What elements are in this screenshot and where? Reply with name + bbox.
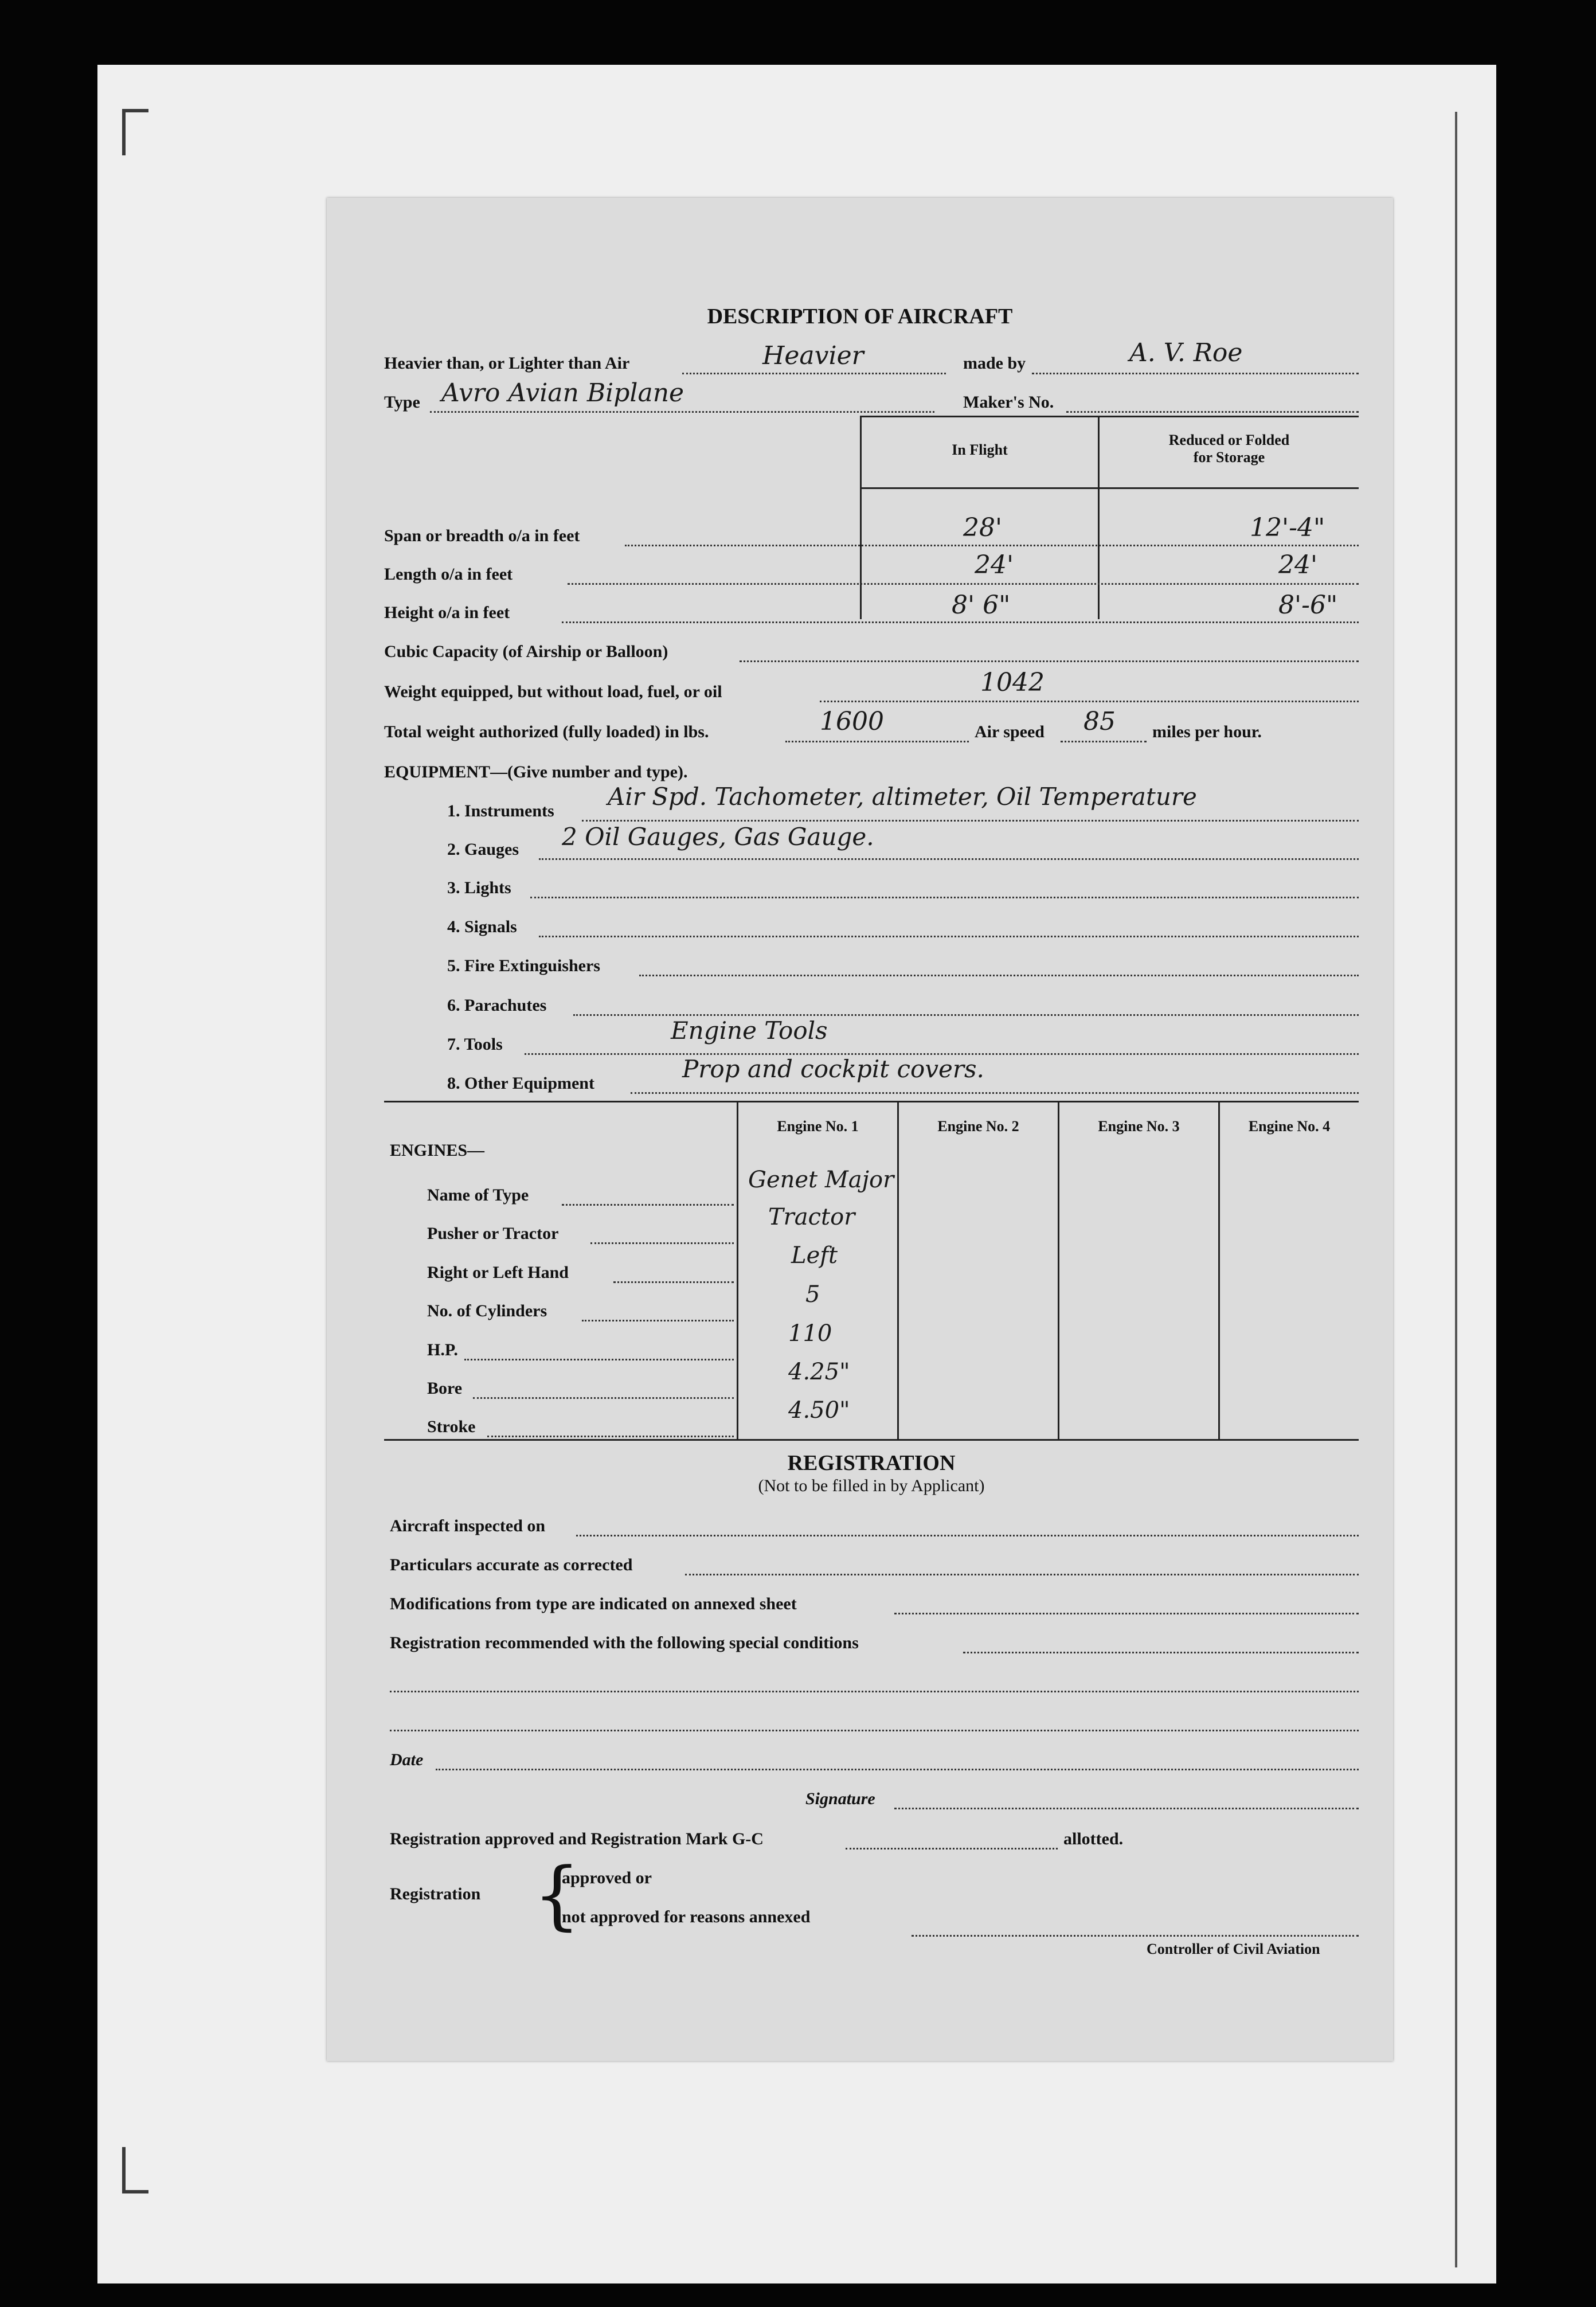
span-label: Span or breadth o/a in feet (384, 526, 580, 545)
accurate-line (685, 1574, 1359, 1575)
engine-hand-label: Right or Left Hand (427, 1263, 569, 1282)
form-title: DESCRIPTION OF AIRCRAFT (707, 304, 1013, 329)
span-storage: 12'-4" (1250, 513, 1325, 542)
date-label: Date (390, 1750, 424, 1769)
crop-mark-bottom-left (122, 2147, 148, 2193)
controller-label: Controller of Civil Aviation (1147, 1941, 1320, 1957)
engine-pusher-value: Tractor (768, 1204, 855, 1230)
heavier-line (682, 373, 946, 374)
engine-hand-value: Left (791, 1242, 838, 1269)
accurate-label: Particulars accurate as corrected (390, 1555, 633, 1574)
engine-hand-line (613, 1281, 734, 1283)
engines-col-4-left (1218, 1101, 1220, 1439)
equipment-tools-value: Engine Tools (671, 1016, 828, 1045)
made-by-line (1032, 373, 1359, 374)
height-in-flight: 8' 6" (952, 591, 1011, 620)
length-storage: 24' (1278, 550, 1318, 580)
makers-no-label: Maker's No. (963, 393, 1054, 412)
modifications-label: Modifications from type are indicated on annexed sheet (390, 1594, 797, 1613)
type-line (430, 411, 934, 413)
height-label: Height o/a in feet (384, 603, 510, 622)
equipment-instruments-label: 1. Instruments (447, 801, 554, 820)
engine-cylinders-value: 5 (805, 1281, 820, 1308)
signature-line (894, 1808, 1359, 1809)
engine-name-label: Name of Type (427, 1186, 529, 1205)
recommended-line-2 (390, 1691, 1359, 1692)
approved-mark-line (846, 1848, 1058, 1849)
signature-label: Signature (805, 1789, 875, 1808)
recommended-label: Registration recommended with the following special conditions (390, 1633, 859, 1652)
made-by-value: A. V. Roe (1129, 338, 1243, 367)
equipment-lights-line (530, 897, 1359, 898)
inspected-line (576, 1535, 1359, 1536)
engines-col-2-left (897, 1101, 899, 1439)
engine-1-header: Engine No. 1 (777, 1118, 859, 1135)
engine-stroke-label: Stroke (427, 1417, 476, 1436)
engine-cylinders-line (582, 1320, 734, 1321)
equipment-other-line (631, 1092, 1359, 1094)
total-weight-value: 1600 (820, 707, 884, 736)
weight-equipped-label: Weight equipped, but without load, fuel, or oil (384, 682, 722, 701)
equipment-gauges-value: 2 Oil Gauges, Gas Gauge. (562, 823, 874, 851)
storage-header-line2: for Storage (1193, 449, 1265, 466)
engine-pusher-line (590, 1242, 734, 1244)
engines-bottom-rule (384, 1439, 1359, 1441)
engines-heading: ENGINES— (390, 1141, 485, 1160)
equipment-other-value: Prop and cockpit covers. (682, 1055, 984, 1083)
engine-3-header: Engine No. 3 (1098, 1118, 1180, 1135)
engines-col-3-left (1058, 1101, 1059, 1439)
cubic-capacity-label: Cubic Capacity (of Airship or Balloon) (384, 642, 668, 661)
total-weight-line (785, 741, 969, 742)
air-speed-line (1061, 741, 1147, 742)
dimensions-header-rule (860, 487, 1359, 489)
engine-hp-line (464, 1359, 734, 1360)
engine-hp-value: 110 (788, 1320, 832, 1347)
equipment-fire-line (639, 975, 1359, 976)
equipment-parachutes-line (573, 1014, 1359, 1016)
equipment-fire-label: 5. Fire Extinguishers (447, 956, 600, 975)
weight-equipped-value: 1042 (980, 668, 1045, 697)
recommended-line-3 (390, 1730, 1359, 1731)
engine-name-value: Genet Major (748, 1167, 894, 1193)
length-label: Length o/a in feet (384, 565, 513, 584)
mount-edge-line (1455, 112, 1457, 2267)
heavier-value: Heavier (762, 341, 864, 370)
engine-bore-value: 4.25" (788, 1359, 850, 1385)
equipment-signals-line (539, 936, 1359, 937)
not-approved-label: not approved for reasons annexed (562, 1907, 811, 1926)
mph-label: miles per hour. (1152, 722, 1262, 741)
registration-heading: REGISTRATION (787, 1451, 956, 1475)
engines-top-rule (384, 1101, 1359, 1102)
registration-label: Registration (390, 1884, 481, 1903)
equipment-tools-label: 7. Tools (447, 1035, 503, 1054)
equipment-signals-label: 4. Signals (447, 917, 517, 936)
total-weight-label: Total weight authorized (fully loaded) in lbs. (384, 722, 709, 741)
engine-4-header: Engine No. 4 (1248, 1118, 1331, 1135)
equipment-gauges-label: 2. Gauges (447, 840, 519, 859)
weight-equipped-line (820, 701, 1359, 702)
modifications-line (894, 1613, 1359, 1614)
allotted-label: allotted. (1063, 1829, 1124, 1848)
equipment-other-label: 8. Other Equipment (447, 1074, 594, 1093)
engine-stroke-value: 4.50" (788, 1397, 850, 1424)
engine-bore-label: Bore (427, 1379, 463, 1398)
heavier-label: Heavier than, or Lighter than Air (384, 354, 630, 373)
type-label: Type (384, 393, 420, 412)
engine-cylinders-label: No. of Cylinders (427, 1301, 547, 1320)
equipment-lights-label: 3. Lights (447, 878, 511, 897)
made-by-label: made by (963, 354, 1026, 373)
length-line (568, 583, 1359, 585)
engine-stroke-line (487, 1436, 734, 1437)
air-speed-value: 85 (1083, 707, 1116, 736)
makers-no-line (1066, 411, 1359, 413)
engine-bore-line (473, 1397, 734, 1399)
equipment-instruments-line (582, 820, 1359, 822)
aircraft-form-sheet (327, 198, 1393, 2061)
equipment-gauges-line (539, 858, 1359, 860)
air-speed-label: Air speed (975, 722, 1045, 741)
registration-brace: { (533, 1851, 581, 1938)
storage-header-line1: Reduced or Folded (1168, 432, 1290, 448)
approved-mark-label: Registration approved and Registration Mark G-C (390, 1829, 764, 1848)
type-value: Avro Avian Biplane (441, 378, 684, 408)
date-line (436, 1769, 1359, 1770)
span-in-flight: 28' (963, 513, 1003, 542)
engine-pusher-label: Pusher or Tractor (427, 1224, 559, 1243)
equipment-parachutes-label: 6. Parachutes (447, 996, 547, 1015)
registration-subheading: (Not to be filled in by Applicant) (758, 1476, 985, 1495)
equipment-instruments-value: Air Spd. Tachometer, altimeter, Oil Temperature (608, 783, 1197, 811)
height-storage: 8'-6" (1278, 591, 1338, 620)
approved-or-label: approved or (562, 1868, 652, 1887)
equipment-heading: EQUIPMENT—(Give number and type). (384, 763, 688, 781)
inspected-label: Aircraft inspected on (390, 1516, 546, 1535)
controller-signature-line (912, 1935, 1359, 1937)
engines-col-1-left (737, 1101, 738, 1439)
in-flight-header: In Flight (952, 441, 1008, 458)
recommended-line (963, 1652, 1359, 1653)
crop-mark-top-left (122, 109, 148, 155)
cubic-capacity-line (740, 660, 1359, 662)
height-line (562, 621, 1359, 623)
length-in-flight: 24' (975, 550, 1014, 580)
dimensions-top-rule (860, 416, 1359, 417)
span-line (625, 545, 1359, 546)
engine-name-line (562, 1204, 734, 1206)
engine-2-header: Engine No. 2 (937, 1118, 1019, 1135)
engine-hp-label: H.P. (427, 1340, 458, 1359)
